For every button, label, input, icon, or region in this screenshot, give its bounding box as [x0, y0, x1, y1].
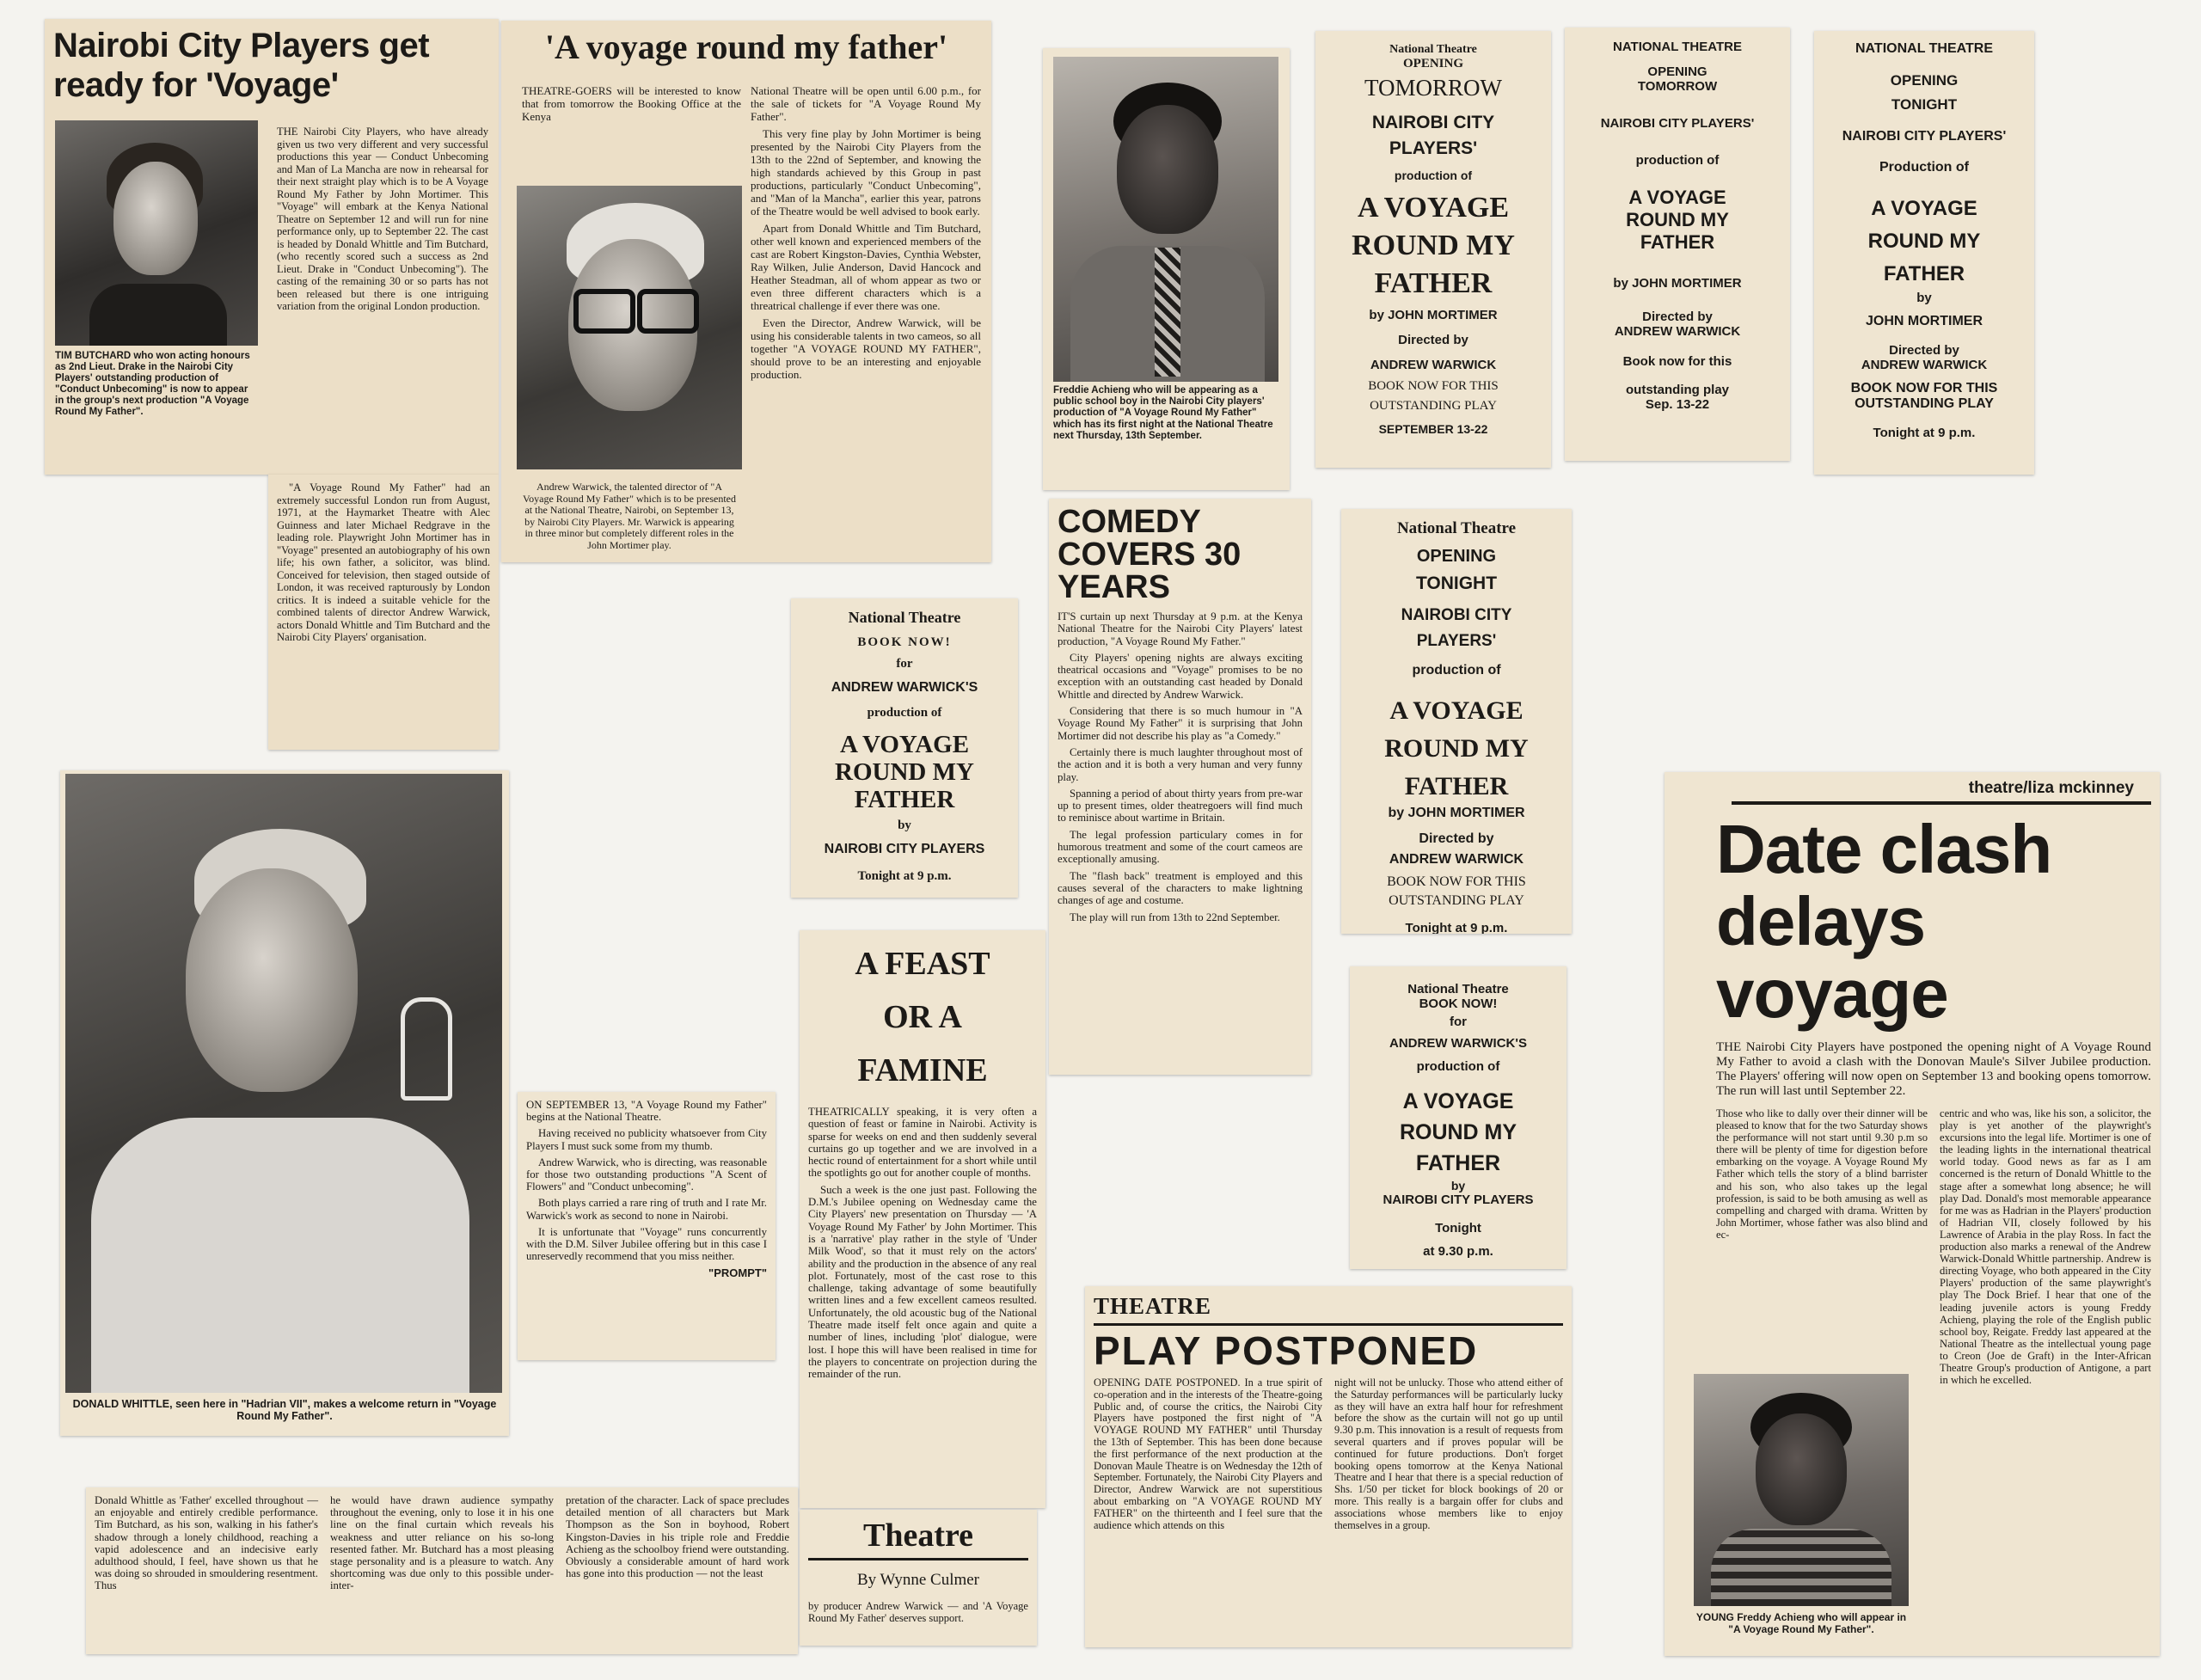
clipping-feast-famine	[800, 930, 1045, 1508]
column: Donald Whittle as 'Father' excelled throughout — an enjoyable and entirely credible performance. Tim Butchard, as his son, walking in his father's shadow through a lonely childhood, reaching a vapid adolescence and an indecisive early adulthood should, I feel, have shown us that he was doing so shrouded in smouldering resentment. Thus	[95, 1494, 318, 1592]
signature: "PROMPT"	[708, 1266, 767, 1280]
ad-opening-tomorrow-2: NATIONAL THEATRE OPENING TOMORROW NAIROBI CITY PLAYERS' production of A VOYAGE ROUND MY FATHER by JOHN MORTIMER Directed by ANDREW WARWICK Book now for this outstanding play Sep. 13-22	[1565, 28, 1790, 461]
paragraph: Certainly there is much laughter throughout most of the action and it is both a very human and very funny play.	[1058, 745, 1303, 783]
photo-andrew-warwick	[517, 186, 742, 469]
tail-text: by producer Andrew Warwick — and 'A Voyage Round My Father' deserves support.	[808, 1600, 1028, 1624]
column: Those who like to dally over their dinner will be pleased to know that for the two Saturday shows the performance will not start until 9.30 p.m so there will be plenty of time for digestion before embarking on the voyage. A Voyage Round My Father which tells the story of a blind barrister and his son, who also takes up the legal profession, is said to be both amusing as well as compelling and charged with drama. Written by John Mortimer, whose father was also blind and ec-	[1716, 1107, 1928, 1241]
article-body	[1058, 610, 1303, 923]
clipping-play-postponed	[1085, 1286, 1572, 1647]
paragraph: National Theatre will be open until 6.00 p.m., for the sale of tickets for "A Voyage Round My Father".	[751, 84, 981, 123]
column: pretation of the character. Lack of space precludes detailed mention of all characters but Mark Thompson as the Son in boyhood, Robert Kingston-Davies in his triple role and Freddie Achieng as the schoolboy friend were outstanding. Obviously a considerable amount of hard work has gone into this production — not the least	[566, 1494, 789, 1580]
paragraph: It is unfortunate that "Voyage" runs concurrently with the D.M. Silver Jubilee offering but in this case I unreservedly recommend that you miss neither.	[526, 1225, 767, 1263]
ad-opening-tonight-1: NATIONAL THEATRE OPENING TONIGHT NAIROBI CITY PLAYERS' Production of A VOYAGE ROUND MY FATHER by JOHN MORTIMER Directed by ANDREW WARWICK BOOK NOW FOR THIS OUTSTANDING PLAY Tonight at 9 p.m.	[1814, 31, 2034, 475]
paragraph: The legal profession particulary comes in for humorous treatment and some of the court cameos are exceptionally amusing.	[1058, 828, 1303, 866]
paragraph: Spanning a period of about thirty years from pre-war up to present times, older theatregoers will find much to reminisce about wartime in Britain.	[1058, 787, 1303, 825]
headline: A FEAST OR A FAMINE	[855, 946, 990, 1088]
photo-caption: DONALD WHITTLE, seen here in "Hadrian VII", makes a welcome return in "Voyage Round My Father".	[72, 1398, 497, 1422]
paragraph: IT'S curtain up next Thursday at 9 p.m. at the Kenya National Theatre for the Nairobi City Players' latest production, "A Voyage Round My Father."	[1058, 610, 1303, 647]
paragraph: THEATRE-GOERS will be interested to know that from tomorrow the Booking Office at the Kenya	[522, 84, 741, 123]
paragraph: Considering that there is so much humour in "A Voyage Round My Father" it is surprising that John Mortimer did not describe his play as "a Comedy."	[1058, 705, 1303, 742]
clipping-get-ready	[45, 19, 499, 475]
paragraph: Andrew Warwick, who is directing, was reasonable for those two outstanding productions "A Scent of Flowers" and "Conduct unbecoming".	[526, 1156, 767, 1193]
clipping-review-strip	[86, 1487, 798, 1654]
photo-tim-butchard	[55, 120, 258, 346]
photo-donald-whittle	[65, 774, 502, 1393]
photo-caption: Freddie Achieng who will be appearing as a public school boy in the Nairobi City players' production of "A Voyage Round My Father" which has its first night at the National Theatre next Thursday, 13th September.	[1053, 385, 1273, 441]
headline: Nairobi City Players get ready for 'Voyage'	[53, 27, 430, 104]
headline: Date clash delays voyage	[1716, 811, 2052, 1032]
headline: COMEDY COVERS 30 YEARS	[1058, 504, 1242, 605]
clipping-whittle-photo	[60, 770, 509, 1436]
paragraph: Apart from Donald Whittle and Tim Butchard, other well known and experienced members of the cast are Robert Kingston-Davies, Cynthia Webster, Ray Wilken, Julie Anderson, David Hancock and Heather Steadman, all of whom appear as two or even three different characters which is a threatrical challenge if ever there was one.	[751, 222, 981, 312]
paragraph: THEATRICALLY speaking, it is very often a question of feast or famine in Nairobi. Activity is sparse for weeks on end and then suddenly several curtains go up together and we are involved in a hectic round of entertainment for a short while until the spotlights go out for another couple of months.	[808, 1106, 1037, 1180]
paragraph: The "flash back" treatment is employed and this causes several of the characters to make lightning changes of age and costume.	[1058, 869, 1303, 907]
article-col-2	[751, 84, 981, 385]
ad-opening-tomorrow-1: National Theatre OPENING TOMORROW NAIROBI CITY PLAYERS' production of A VOYAGE ROUND MY FATHER by JOHN MORTIMER Directed by ANDREW WARWICK BOOK NOW FOR THIS OUTSTANDING PLAY SEPTEMBER 13-22	[1315, 31, 1551, 468]
column: OPENING DATE POSTPONED. In a true spirit of co-operation and in the interests of the Theatre-going Public and, of course the critics, the Nairobi City Players have postponed the first night of "A VOYAGE ROUND MY FATHER" until Thursday the 13th of September. This has been done because the first performance of the next production at the Donovan Maule Theatre is on Wednesday the 12th of September. Fortunately, the Nairobi City Players and Director, Andrew Warwick are not superstitious about embarking on "A VOYAGE ROUND MY FATHER" on the thirteenth and I feel sure that the audience which attends on this	[1094, 1376, 1322, 1531]
column: centric and who was, like his son, a solicitor, the play is yet another of the playwright's excursions into the legal life. Mortimer is one of the leading lights in the international theatrical world today. Good news as far as I am concerned is the return of Donald Whittle to the stage after a somewhat long absence; he will play Dad. Donald's most memorable appearance for me was as Hadrian in the Players' production of Hadrian VII, closely followed by his Lawrence of Arabia in the play Ross. In fact the production also marks a renewal of the Andrew Warwick-Donald Whittle partnership. Andrew is directing Voyage, who both appeared in the City Players' production of the same playwright's play The Dock Brief. I hear that one of the leading juvenile actors is young Freddy Achieng, playing the role of the English public school boy, Reigate. Freddy last appeared at the National Theatre as the intellectual young page to Creon (Joe de Graft) in the Inter-African Theatre Group's production of Antigone, a part in which he excelled.	[1940, 1107, 2151, 1387]
ad-opening-tonight-2: National Theatre OPENING TONIGHT NAIROBI CITY PLAYERS' production of A VOYAGE ROUND MY FATHER by JOHN MORTIMER Directed by ANDREW WARWICK BOOK NOW FOR THIS OUTSTANDING PLAY Tonight at 9 p.m.	[1341, 509, 1572, 934]
article-col-1	[522, 84, 741, 127]
paragraph: This very fine play by John Mortimer is being presented by the Nairobi City Players from the 13th to the 22nd of September, and knowing the high standards achieved by this Group in past productions, particularly "Conduct Unbecoming", and "Man of la Mancha", earlier this year, patrons of the Theatre would be well advised to book early.	[751, 127, 981, 218]
clipping-comedy-covers	[1049, 499, 1311, 1075]
headline: 'A voyage round my father'	[544, 28, 948, 66]
clipping-prompt	[518, 1092, 776, 1360]
kicker: THEATRE	[1094, 1293, 1212, 1319]
paragraph: Having received no publicity whatsoever from City Players I must suck some from my thumb.	[526, 1127, 767, 1152]
photo-caption: YOUNG Freddy Achieng who will appear in "A Voyage Round My Father".	[1695, 1611, 1907, 1635]
column: night will not be unlucky. Those who attend either of the Saturday performances will be particularly lucky as they will have an extra half hour for refreshment before the show as the curtain will not go up until 9.30 p.m. This innovation is a result of requests from several quarters and if proves popular will be continued for future productions. Don't forget booking opens tomorrow at the Kenya National Theatre and I hear that there is a special reduction of Shs. 1/50 per ticket for block bookings of 20 or more. This really is a bargain offer for clubs and associations whose members like to enjoy themselves in a group.	[1334, 1376, 1563, 1531]
paragraph: The play will run from 13th to 22nd September.	[1070, 911, 1280, 923]
paragraph: Such a week is the one just past. Following the D.M.'s Jubilee opening on Wednesday came the City Players' new presentation on Thursday — 'A Voyage Round My Father' by John Mortimer. This is a 'narrative' play rather in the style of 'Under Milk Wood', so that it must rely on the actors' ability and the production in the absence of any real plot. Fortunately, most of the cast rose to this challenge, taking advantage of some beautifully written lines and a few excellent cameos resulted. Unfortunately, the old acoustic bug of the National Theatre made itself felt once again and quite a number of lines, including 'plot' dialogue, were lost. I hope this will have been realised in time for the players to concentrate on projection during the remainder of the run.	[808, 1183, 1037, 1381]
photo-caption: Andrew Warwick, the talented director of "A Voyage Round My Father" which is to be presented at the National Theatre, Nairobi, on September 13, by Nairobi City Players. Mr. Warwick is appearing in three minor but completely different roles in the John Mortimer play.	[523, 481, 736, 551]
paragraph: ON SEPTEMBER 13, "A Voyage Round my Father" begins at the National Theatre.	[526, 1099, 767, 1124]
column: he would have drawn audience sympathy throughout the evening, only to lose it in his one line on the final curtain which reveals his weakness and utter reliance on his so-long resented father. Mr. Butchard has a most pleasing stage personality and is a pleasure to watch. Any shortcoming was due only to this possible under-inter-	[330, 1494, 554, 1592]
clipping-date-clash	[1665, 772, 2160, 1656]
headline: PLAY POSTPONED	[1094, 1328, 1479, 1373]
ad-book-now-1: National Theatre BOOK NOW! for ANDREW WARWICK'S production of A VOYAGE ROUND MY FATHER by NAIROBI CITY PLAYERS Tonight at 9 p.m.	[791, 598, 1018, 898]
paragraph: Both plays carried a rare ring of truth and I rate Mr. Warwick's work as second to none in Nairobi.	[526, 1197, 767, 1222]
photo-freddie-achieng	[1053, 57, 1278, 382]
kicker: theatre/liza mckinney	[1968, 779, 2134, 797]
lead-paragraph: THE Nairobi City Players have postponed the opening night of A Voyage Round My Father to avoid a clash with the Donovan Maule's Silver Jubilee production. The Players' offering will now open on September 13 and booking opens tomorrow. The run will last until September 22.	[1716, 1040, 2151, 1098]
paragraph: Even the Director, Andrew Warwick, will be using his considerable talents in two cameos, so all together "A VOYAGE ROUND MY FATHER", should prove to be an interesting and enjoyable production.	[751, 316, 981, 381]
article-body	[526, 1099, 767, 1262]
paragraph: City Players' opening nights are always exciting theatrical occasions and "Voyage" promises to be no exception with an outstanding cast headed by Donald Whittle and directed by Andrew Warwick.	[1058, 651, 1303, 701]
clipping-theatre-byline	[800, 1510, 1037, 1646]
section-head: Theatre	[862, 1518, 974, 1554]
photo-caption: TIM BUTCHARD who won acting honours as 2nd Lieut. Drake in the Nairobi City Players' outstanding production of "Conduct Unbecoming" is now to appear in the group's next production "A Voyage Round My Father".	[55, 351, 250, 417]
ad-book-now-2: National Theatre BOOK NOW! for ANDREW WARWICK'S production of A VOYAGE ROUND MY FATHER by NAIROBI CITY PLAYERS Tonight at 9.30 p.m.	[1350, 966, 1566, 1269]
clipping-voyage-round	[501, 21, 991, 562]
byline: By Wynne Culmer	[856, 1571, 980, 1589]
photo-young-freddy-achieng	[1694, 1374, 1909, 1606]
article-body	[808, 1106, 1037, 1381]
paragraph: "A Voyage Round My Father" had an extremely successful London run from August, 1971, at the Haymarket Theatre with Alec Guinness and later Michael Redgrave in the leading role. Playwright John Mortimer has in "Voyage" presented an autobiography of his own life; his own father, a solicitor, was blind. Conceived for television, then staged outside of London, it was received rapturously by London critics. It is indeed a suitable vehicle for the combined talents of director Andrew Warwick, actors Donald Whittle and Tim Butchard and the Nairobi City Players' organisation.	[277, 481, 490, 643]
article-body	[277, 126, 488, 317]
clipping-freddie-photo	[1043, 48, 1290, 490]
paragraph: THE Nairobi City Players, who have already given us two very different and very successful productions this year — Conduct Unbecoming and Man of La Mancha are now in rehearsal for their next straight play which is to be A Voyage Round My Father by John Mortimer. This "Voyage" will embark at the Kenya National Theatre on September 12 and will run for nine performance only, up to September 22. The cast is headed by Donald Whittle and Tim Butchard, (who recently scored such a success as 2nd Lieut. Drake in "Conduct Unbecoming"). The casting of the remaining 30 or so parts has not been released but there is one intriguing variation from the original London production.	[277, 126, 488, 312]
clipping-get-ready-continued	[268, 475, 499, 750]
